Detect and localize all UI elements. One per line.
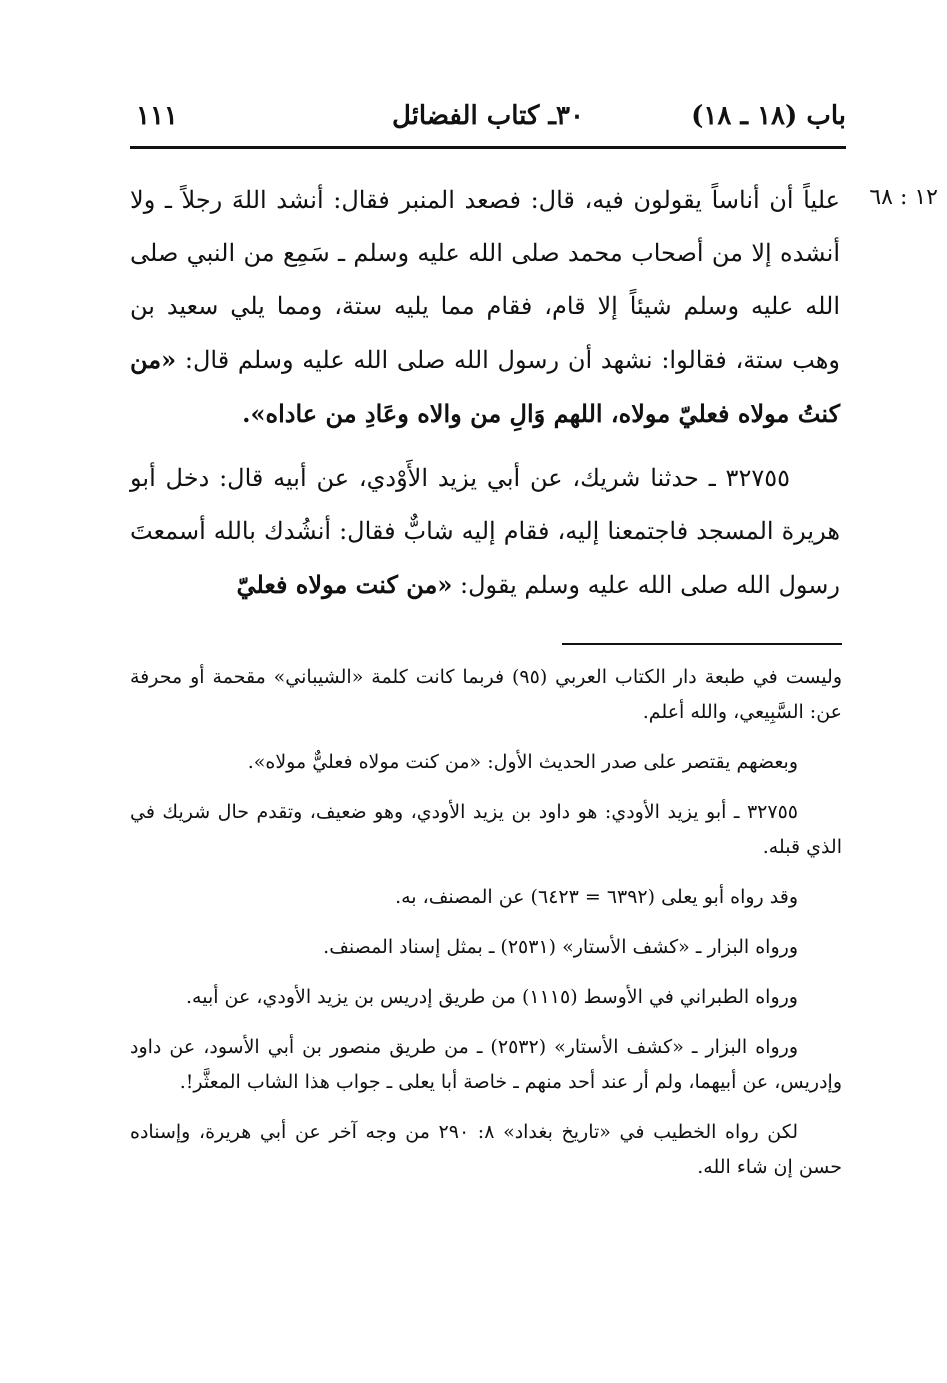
footnote: ٣٢٧٥٥ ـ أبو يزيد الأودي: هو داود بن يزيد الأودي، وهو ضعيف، وتقدم حال شريك في الذي قبله. [130,801,842,858]
main-paragraph-2 [130,452,840,612]
hadith-quote: «من كنت مولاه فعليّ [236,570,453,599]
running-header [130,96,846,146]
hadith-quote: «من كنتُ مولاه فعليّ مولاه، اللهم وَالِ من والاه وعَادِ من عاداه». [130,345,840,428]
footnote: ورواه البزار ـ «كشف الأستار» (٢٥٣١) ـ بمثل إسناد المصنف. [323,936,798,958]
chapter-title: باب (١٨ ـ ١٨) [691,101,846,131]
page-number: ١١١ [136,101,178,131]
paragraph-text: ٣٢٧٥٥ ـ حدثنا شريك، عن أبي يزيد الأَوْدي، عن أبيه قال: دخل أبو هريرة المسجد فاجتمعنا إليه، فقام إليه شابٌّ فقال: أنشُدك بالله أسمعتَ رسول الله صلى الله عليه وسلم يقول: [130,464,840,599]
footnote-separator [562,643,842,645]
footnote: وقد رواه أبو يعلى (٦٣٩٢ = ٦٤٢٣) عن المصنف، به. [395,886,798,908]
footnote: ورواه البزار ـ «كشف الأستار» (٢٥٣٢) ـ من طريق منصور بن أبي الأسود، عن داود وإدريس، عن أبيهما، ولم أر عند أحد منهم ـ خاصة أبا يعلى ـ جواب هذا الشاب المعثَّر!. [130,1036,842,1093]
footnote: ورواه الطبراني في الأوسط (١١١٥) من طريق إدريس بن يزيد الأودي، عن أبيه. [185,986,798,1008]
margin-reference: ١٢ : ٦٨ [869,185,938,210]
footnote: لكن رواه الخطيب في «تاريخ بغداد» ٨: ٢٩٠ من وجه آخر عن أبي هريرة، وإسناده حسن إن شاء الله. [130,1121,842,1178]
footnote: وليست في طبعة دار الكتاب العربي (٩٥) فربما كانت كلمة «الشيباني» مقحمة أو محرفة عن: السَّبِيعي، والله أعلم. [130,666,842,723]
main-paragraph-1 [130,174,840,441]
header-rule [130,146,846,149]
footnote: وبعضهم يقتصر على صدر الحديث الأول: «من كنت مولاه فعليٌّ مولاه». [247,751,798,773]
book-title: ٣٠ـ كتاب الفضائل [392,101,584,131]
paragraph-text: علياً أن أناساً يقولون فيه، قال: فصعد المنبر فقال: أنشد اللهَ رجلاً ـ ولا أنشده إلا من أصحاب محمد صلى الله عليه وسلم ـ سَمِع من النبي صلى الله عليه وسلم شيئاً إلا قام، فقام مما يليه ستة، ومما يلي سعيد بن وهب ستة، فقالوا: نشهد أن رسول الله صلى الله عليه وسلم قال: [130,186,840,374]
footnotes [130,660,842,1200]
